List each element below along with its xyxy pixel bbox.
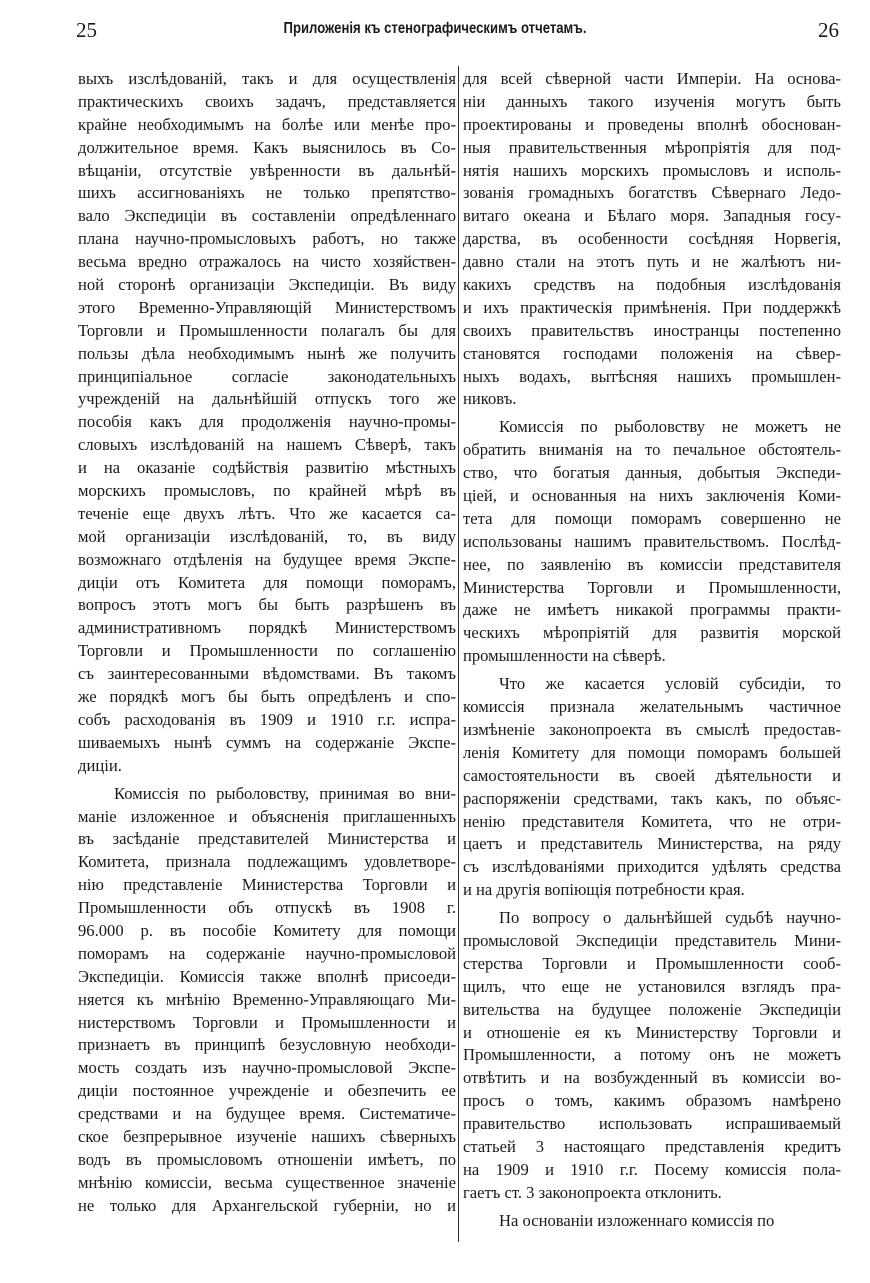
left-column bbox=[78, 68, 456, 1218]
text-line: диціи постоянное учрежденіе и обезпечить ее bbox=[78, 1081, 456, 1101]
text-line: средствами и на будущее время. Систематиче- bbox=[78, 1104, 456, 1124]
text-line: ныхъ водахъ, вытѣсняя нашихъ промышлен- bbox=[463, 366, 841, 386]
text-line: вопросъ этотъ могъ бы быть разрѣшенъ въ bbox=[78, 595, 456, 615]
text-line: Экспедиціи. Комиссія также вполнѣ присоеди- bbox=[78, 966, 456, 986]
text-line: собъ расходованія въ 1909 и 1910 г.г. испра- bbox=[78, 709, 456, 729]
text-line: гаетъ ст. 3 законопроекта отклонить. bbox=[463, 1182, 722, 1202]
text-line: весьма вредно отражалось на чисто хозяйствен- bbox=[78, 252, 456, 272]
text-line: няется къ мнѣнію Временно-Управляющаго Ми- bbox=[78, 989, 456, 1009]
text-line: Промышленности, а потому онъ не можетъ bbox=[463, 1045, 841, 1065]
text-line: крайне необходимымъ на болѣе или менѣе про- bbox=[78, 114, 456, 134]
text-line: ческихъ мѣропріятій для развитія морской bbox=[463, 623, 841, 643]
column-divider bbox=[458, 66, 459, 1242]
text-line: ленія Комитету для помощи поморамъ большей bbox=[463, 742, 841, 762]
text-line: проектированы и проведены вполнѣ обоснован- bbox=[463, 114, 841, 134]
text-line: съ заинтересованными вѣдомствами. Въ такомъ bbox=[78, 664, 456, 684]
text-line: стерства Торговли и Промышленности сооб- bbox=[463, 953, 841, 973]
text-line: словыхъ изслѣдованій на нашемъ Сѣверѣ, такъ bbox=[78, 435, 456, 455]
text-line: Комиссія по рыболовству не можетъ не bbox=[499, 417, 841, 437]
text-line: должительное время. Какъ выяснилось въ Со- bbox=[78, 137, 456, 157]
text-line: давно стали на этотъ путь и не жалѣютъ ни- bbox=[463, 252, 841, 272]
text-line: отвѣтить и на возбужденный въ комиссіи во- bbox=[463, 1068, 841, 1088]
text-line: административномъ порядкѣ Министерствомъ bbox=[78, 618, 456, 638]
text-line: вительства на будущее положеніе Экспедиціи bbox=[463, 999, 841, 1019]
text-line: морскихъ промысловъ, по крайней мѣрѣ въ bbox=[78, 481, 456, 501]
text-line: тета для помощи поморамъ совершенно не bbox=[463, 508, 841, 528]
text-line: нію представленіе Министерства Торговли и bbox=[78, 875, 456, 895]
text-line: и на оказаніе содѣйствія развитію мѣстныхъ bbox=[78, 458, 456, 478]
text-line: нистерствомъ Торговли и Промышленности и bbox=[78, 1012, 456, 1032]
text-line: поморамъ на содержаніе научно-промысловой bbox=[78, 943, 456, 963]
text-line: дарства, въ особенности сосѣдняя Норвегія, bbox=[463, 229, 841, 249]
page-number-left: 25 bbox=[76, 18, 97, 42]
text-line: Торговли и Промышленности по соглашенію bbox=[78, 641, 456, 661]
text-line: ское безпрерывное изученіе нашихъ сѣверныхъ bbox=[78, 1126, 456, 1146]
text-line: мой организаціи изслѣдованій, то, въ виду bbox=[78, 526, 456, 546]
text-line: диціи. bbox=[78, 755, 122, 775]
text-line: статьей 3 настоящаго представленія кредитъ bbox=[463, 1136, 841, 1156]
text-line: и отношеніе ея къ Министерству Торговли и bbox=[463, 1022, 841, 1042]
text-line: диціи отъ Комитета для помощи поморамъ, bbox=[78, 572, 456, 592]
text-line: пособія какъ для продолженія научно-промы- bbox=[78, 412, 456, 432]
text-line: 96.000 р. въ пособіе Комитету для помощи bbox=[78, 920, 456, 940]
text-line: цаетъ и представитель Министерства, на ряду bbox=[463, 834, 841, 854]
text-line: мость создать изъ научно-промысловой Экспе- bbox=[78, 1058, 456, 1078]
text-line: шиваемыхъ нынѣ суммъ на содержаніе Экспе- bbox=[78, 732, 456, 752]
text-line: учрежденій на дальнѣйшій отпускъ того же bbox=[78, 389, 456, 409]
text-line: промысловой Экспедиціи представитель Мини- bbox=[463, 930, 841, 950]
text-line: нятія нашихъ морскихъ промысловъ и исполь- bbox=[463, 160, 841, 180]
text-line: ныя правительственныя мѣропріятія для под- bbox=[463, 137, 841, 157]
text-line: маніе изложенное и объясненія приглашенныхъ bbox=[78, 806, 456, 826]
text-line: ненію представителя Комитета, что не отри- bbox=[463, 811, 841, 831]
text-line: зованія громадныхъ богатствъ Сѣвернаго Ледо- bbox=[463, 183, 841, 203]
text-line: ной сторонѣ организаціи Экспедиціи. Въ виду bbox=[78, 275, 456, 295]
text-line: признаетъ въ принципѣ безусловную необходи- bbox=[78, 1035, 456, 1055]
text-line: своихъ правительствъ иностранцы постепенно bbox=[463, 320, 841, 340]
text-line: становятся господами положенія на сѣвер- bbox=[463, 343, 841, 363]
text-line: ніи данныхъ такого изученія могутъ быть bbox=[463, 91, 841, 111]
text-line: Промышленности объ отпускѣ въ 1908 г. bbox=[78, 898, 456, 918]
text-line: этого Временно-Управляющій Министерствомъ bbox=[78, 297, 456, 317]
text-line: принципіальное согласіе законодательныхъ bbox=[78, 366, 456, 386]
text-line: Комитета, признала подлежащимъ удовлетворе- bbox=[78, 852, 456, 872]
text-line: въ засѣданіе представителей Министерства и bbox=[78, 829, 456, 849]
text-line: Министерства Торговли и Промышленности, bbox=[463, 577, 841, 597]
text-line: же порядкѣ могъ бы быть опредѣленъ и спо- bbox=[78, 687, 456, 707]
text-line: никовъ. bbox=[463, 389, 517, 409]
text-line: вало Экспедиціи въ составленіи опредѣленнаго bbox=[78, 206, 456, 226]
text-line: на 1909 и 1910 г.г. Посему комиссія пола- bbox=[463, 1159, 841, 1179]
text-line: использованы нашимъ правительствомъ. Послѣд- bbox=[463, 531, 841, 551]
text-line: щилъ, что еще не установился взглядъ пра- bbox=[463, 976, 841, 996]
text-line: обратить вниманія на то печальное обстоятель- bbox=[463, 440, 841, 460]
text-line: съ изслѣдованіями приходится удѣлять средства bbox=[463, 857, 841, 877]
text-line: для всей сѣверной части Имперіи. На основа- bbox=[463, 69, 841, 88]
text-line: вѣщаніи, отсутствіе увѣренности въ дальнѣй- bbox=[78, 160, 456, 180]
text-line: практическихъ своихъ задачъ, представляется bbox=[78, 91, 456, 111]
text-line: измѣненіе законопроекта въ смыслѣ предостав- bbox=[463, 719, 841, 739]
text-line: самостоятельности въ своей дѣятельности и bbox=[463, 765, 841, 785]
text-line: правительство использовать испрашиваемый bbox=[463, 1114, 841, 1134]
text-line: Торговли и Промышленности полагалъ бы для bbox=[78, 320, 456, 340]
text-line: водъ въ промысловомъ отношеніи имѣетъ, по bbox=[78, 1149, 456, 1169]
text-line: какихъ средствъ на подобныя изслѣдованія bbox=[463, 275, 841, 295]
text-line: Комиссія по рыболовству, принимая во вни- bbox=[114, 783, 456, 803]
text-line: промышленности на сѣверѣ. bbox=[463, 646, 666, 666]
text-line: даже не имѣетъ никакой программы практи- bbox=[463, 600, 841, 620]
page-number-right: 26 bbox=[818, 18, 839, 42]
text-line: На основаніи изложеннаго комиссія по bbox=[499, 1210, 775, 1230]
text-line: плана научно-промысловыхъ работъ, но также bbox=[78, 229, 456, 249]
text-line: ство, что богатыя данныя, добытыя Экспеди- bbox=[463, 463, 841, 483]
text-line: ціей, и основанныя на нихъ заключенія Коми- bbox=[463, 486, 841, 506]
text-line: По вопросу о дальнѣйшей судьбѣ научно- bbox=[499, 908, 841, 928]
text-line: мнѣнію комиссіи, весьма существенное значеніе bbox=[78, 1172, 456, 1192]
text-line: нее, по заявленію въ комиссіи представителя bbox=[463, 554, 841, 574]
text-line: шихъ ассигнованіяхъ не только препятство- bbox=[78, 183, 456, 203]
text-line: не только для Архангельской губерніи, но и bbox=[78, 1195, 456, 1215]
running-title: Приложенія къ стенографическимъ отчетамъ. bbox=[283, 20, 587, 37]
text-line: теченіе еще двухъ лѣтъ. Что же касается са- bbox=[78, 503, 456, 523]
text-line: и на другія вопіющія потребности края. bbox=[463, 880, 745, 900]
text-line: витаго океана и Бѣлаго моря. Западныя госу- bbox=[463, 206, 841, 226]
text-line: просъ о томъ, какимъ образомъ намѣрено bbox=[463, 1091, 841, 1111]
text-line: комиссія признала желательнымъ частичное bbox=[463, 697, 841, 717]
text-line: возможнаго отдѣленія на будущее время Экспе- bbox=[78, 549, 456, 569]
text-line: пользы дѣла необходимымъ нынѣ же получить bbox=[78, 343, 456, 363]
text-line: и ихъ практическія примѣненія. При поддержкѣ bbox=[463, 297, 841, 317]
text-line: Что же касается условій субсидіи, то bbox=[499, 674, 841, 694]
right-column bbox=[463, 68, 841, 1233]
text-line: распоряженіи средствами, такъ какъ, по объяс- bbox=[463, 788, 841, 808]
text-line: выхъ изслѣдованій, такъ и для осуществленія bbox=[78, 69, 456, 88]
